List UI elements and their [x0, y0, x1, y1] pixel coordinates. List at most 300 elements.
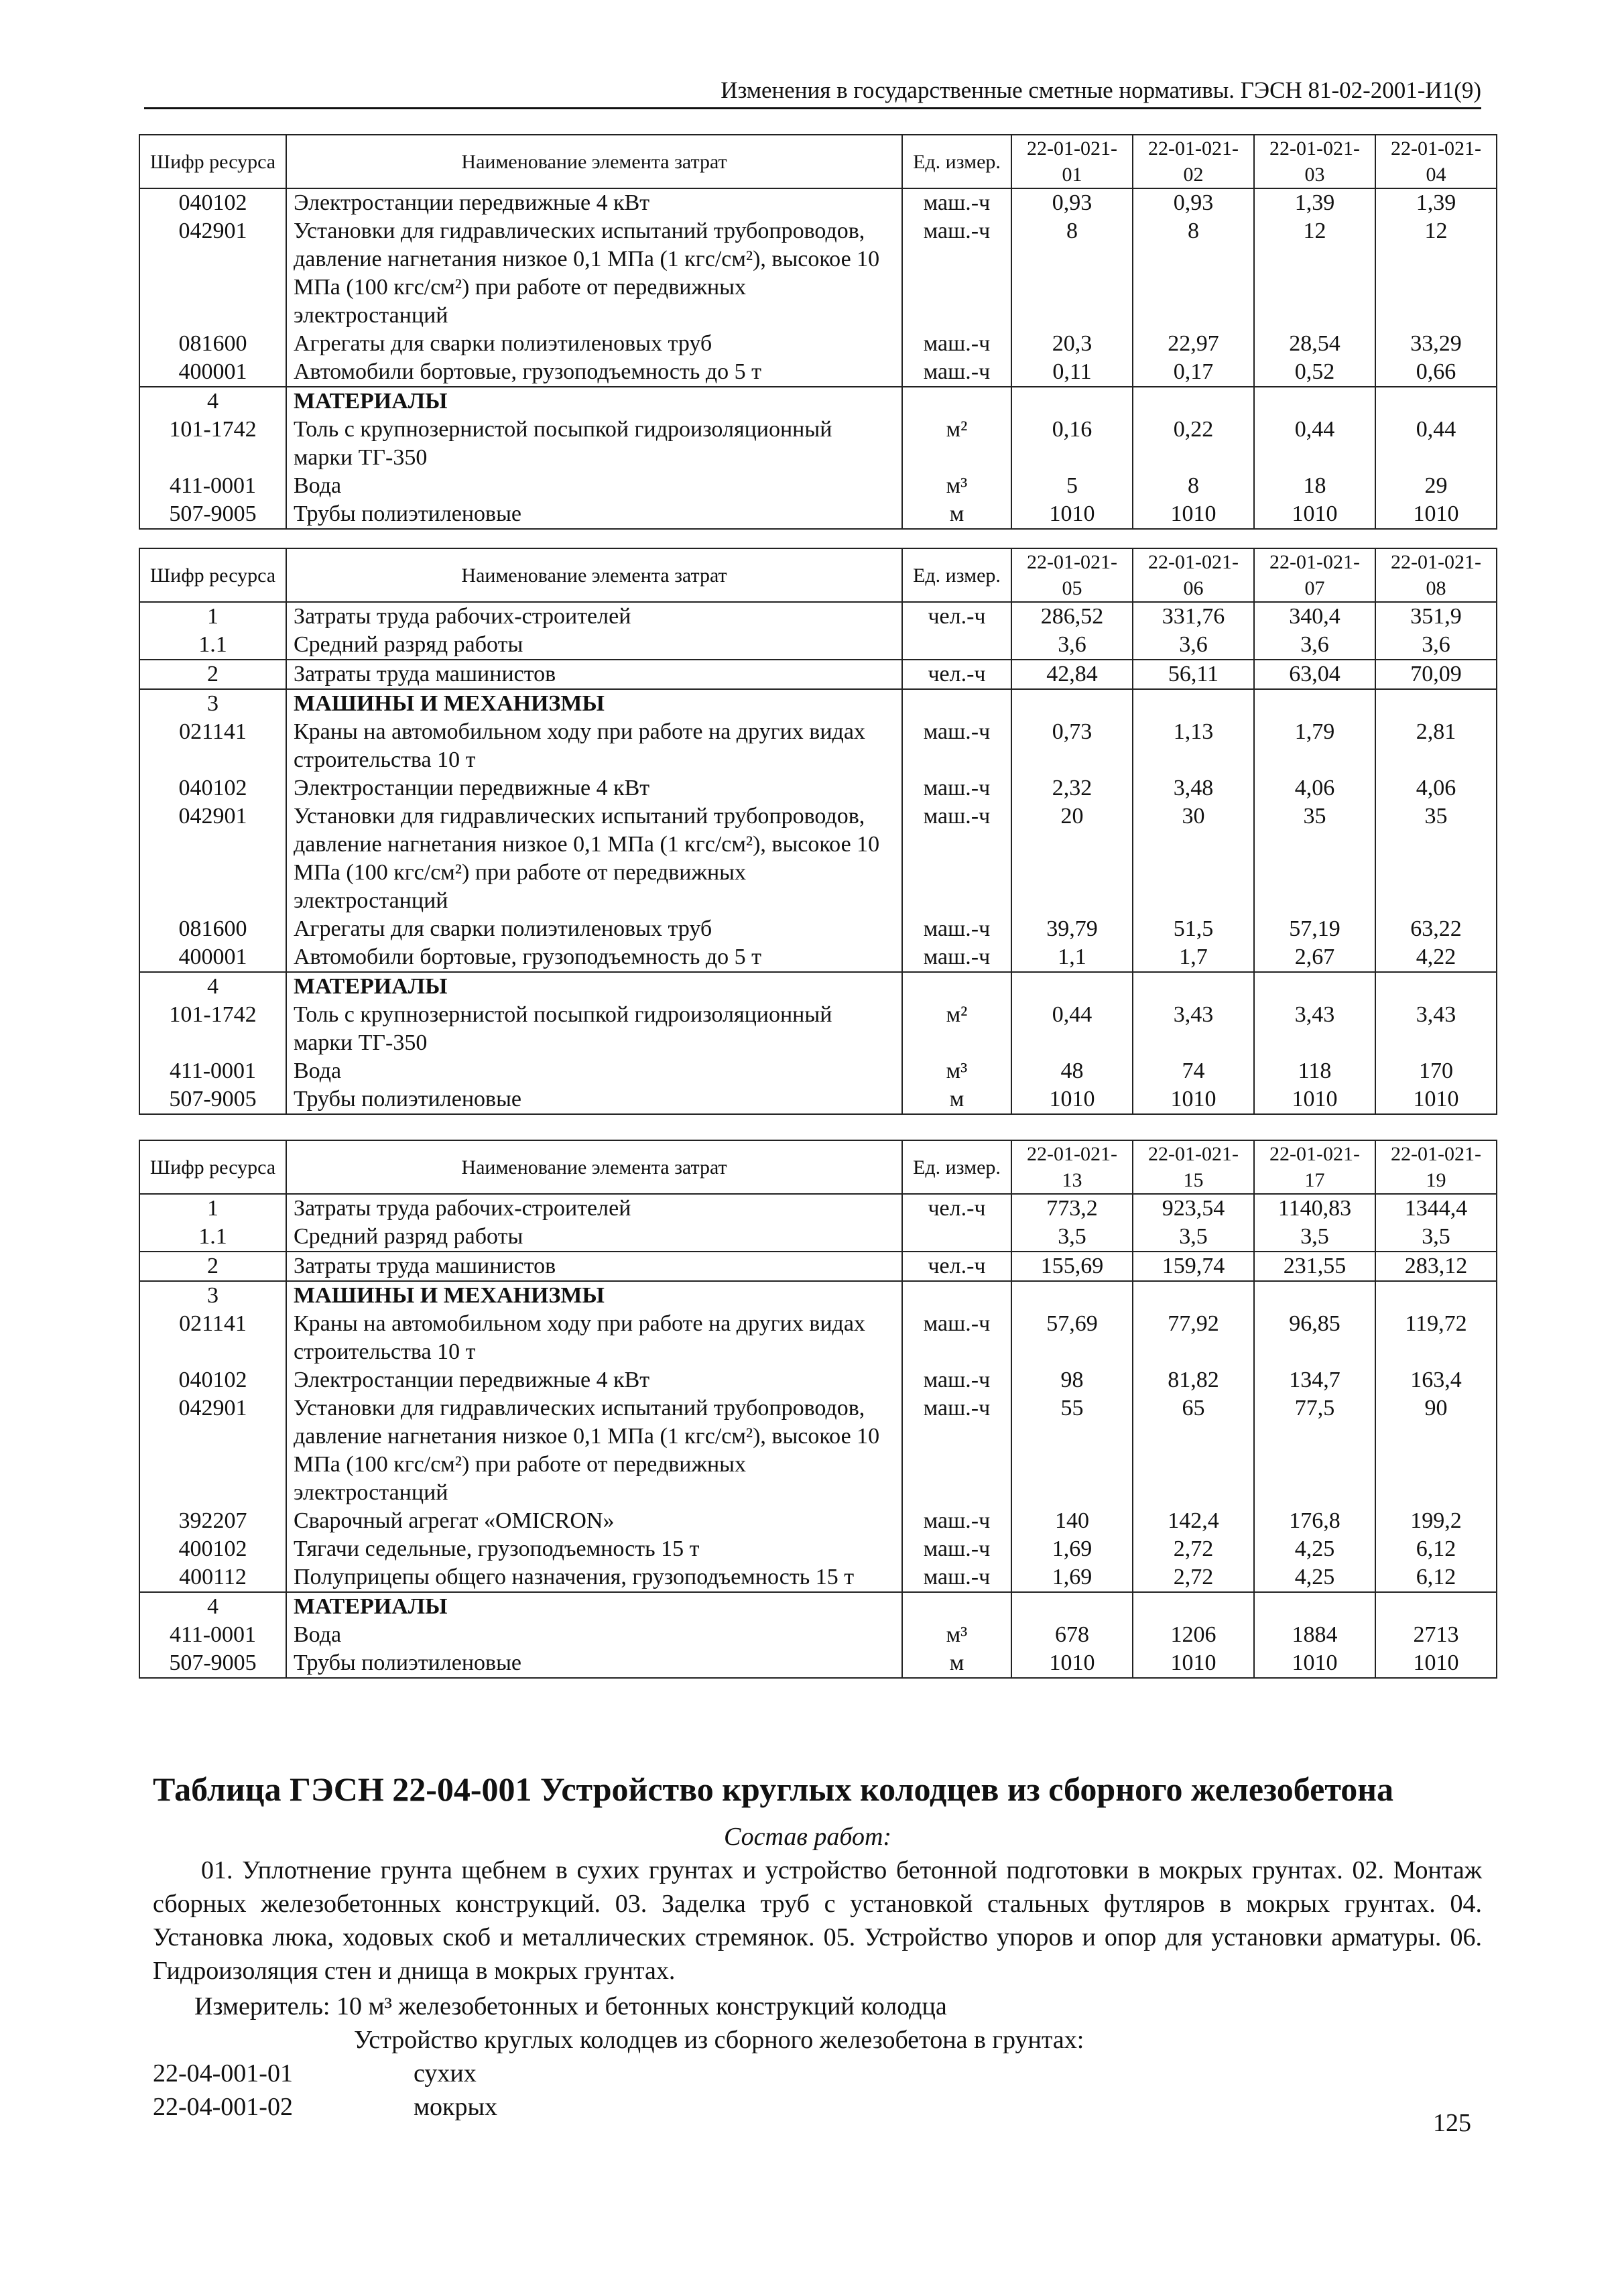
norm-value: 96,85	[1254, 1310, 1375, 1366]
norm-value: 3,6	[1133, 631, 1254, 660]
norm-value	[1011, 689, 1133, 718]
resource-name: Агрегаты для сварки полиэтиленовых труб	[286, 915, 902, 943]
norm-value: 340,4	[1254, 602, 1375, 631]
estimate-table-3	[139, 1140, 1497, 1679]
norm-value	[1011, 1281, 1133, 1310]
col-head-code: Шифр ресурса	[139, 1140, 286, 1194]
resource-name: Краны на автомобильном ходу при работе на других видах строительства 10 т	[286, 1310, 902, 1366]
norm-value: 90	[1375, 1394, 1497, 1507]
norm-value	[1011, 387, 1133, 416]
resource-unit	[902, 1223, 1011, 1252]
norm-value: 57,69	[1011, 1310, 1133, 1366]
resource-unit: м³	[902, 472, 1011, 500]
resource-name: МАТЕРИАЛЫ	[286, 972, 902, 1001]
norm-value: 2,72	[1133, 1535, 1254, 1563]
norm-value: 118	[1254, 1057, 1375, 1085]
norm-value: 1010	[1254, 1649, 1375, 1678]
header-row	[139, 1140, 1497, 1194]
norm-value: 1010	[1011, 500, 1133, 529]
norm-value	[1254, 972, 1375, 1001]
table-row	[139, 1223, 1497, 1252]
norm-value: 1,1	[1011, 943, 1133, 972]
norm-value: 1,39	[1254, 188, 1375, 217]
norm-value: 0,16	[1011, 416, 1133, 472]
col-head-norm-code: 22-01-021-04	[1375, 135, 1497, 188]
norm-value: 8	[1133, 217, 1254, 330]
norm-value: 1,13	[1133, 718, 1254, 774]
norm-value: 4,06	[1254, 774, 1375, 802]
resource-name: Электростанции передвижные 4 кВт	[286, 188, 902, 217]
resource-name: МАШИНЫ И МЕХАНИЗМЫ	[286, 1281, 902, 1310]
resource-name: Затраты труда рабочих-строителей	[286, 602, 902, 631]
resource-unit: маш.-ч	[902, 1563, 1011, 1592]
resource-unit: маш.-ч	[902, 217, 1011, 330]
resource-code: 411-0001	[139, 1057, 286, 1085]
resource-code: 1.1	[139, 631, 286, 660]
table-row	[139, 1563, 1497, 1592]
norm-value	[1375, 972, 1497, 1001]
norm-value: 1,39	[1375, 188, 1497, 217]
norm-value: 0,44	[1254, 416, 1375, 472]
norm-value: 142,4	[1133, 1507, 1254, 1535]
resource-unit: маш.-ч	[902, 1535, 1011, 1563]
norm-value: 176,8	[1254, 1507, 1375, 1535]
table-row	[139, 1252, 1497, 1281]
resource-code: 411-0001	[139, 1621, 286, 1649]
norm-value: 20	[1011, 802, 1133, 915]
table-row	[139, 1281, 1497, 1310]
col-head-norm-code: 22-01-021-08	[1375, 548, 1497, 602]
norm-value: 134,7	[1254, 1366, 1375, 1394]
norm-value: 1884	[1254, 1621, 1375, 1649]
norm-value: 30	[1133, 802, 1254, 915]
norm-value: 70,09	[1375, 660, 1497, 689]
norm-value: 3,6	[1011, 631, 1133, 660]
resource-name: Установки для гидравлических испытаний трубопроводов, давление нагнетания низкое 0,1 МПа (1 кгс/см²), высокое 10 МПа (100 кгс/см²) при работе от передвижных электростанций	[286, 217, 902, 330]
resource-name: Установки для гидравлических испытаний трубопроводов, давление нагнетания низкое 0,1 МПа (1 кгс/см²), высокое 10 МПа (100 кгс/см²) при работе от передвижных электростанций	[286, 1394, 902, 1507]
col-head-norm-code: 22-01-021-05	[1011, 548, 1133, 602]
resource-code: 2	[139, 660, 286, 689]
norm-value: 57,19	[1254, 915, 1375, 943]
table-row	[139, 358, 1497, 387]
norm-value: 63,22	[1375, 915, 1497, 943]
table-row	[139, 1649, 1497, 1678]
table-row	[139, 1507, 1497, 1535]
norm-value: 1010	[1011, 1085, 1133, 1114]
resource-code: 040102	[139, 188, 286, 217]
composition-text: 01. Уплотнение грунта щебнем в сухих грунтах и устройство бетонной подготовки в мокрых грунтах. 02. Монтаж сборных железобетонных конструкций. 03. Заделка труб с установкой стальных футляров в мокрых грунтах. 04. Установка люка, ходовых скоб и металлических стремянок. 05. Устройство упоров и опор для установки арматуры. 06. Гидроизоляция стен и днища в мокрых грунтах.	[153, 1856, 1482, 1985]
norm-value: 3,6	[1375, 631, 1497, 660]
resource-code: 3	[139, 689, 286, 718]
norm-value: 1010	[1375, 500, 1497, 529]
norm-value: 1344,4	[1375, 1194, 1497, 1223]
table-row	[139, 631, 1497, 660]
item-code: 22-04-001-02	[153, 2093, 293, 2121]
resource-unit: маш.-ч	[902, 330, 1011, 358]
norm-value: 18	[1254, 472, 1375, 500]
header-row	[139, 135, 1497, 188]
norm-value: 1206	[1133, 1621, 1254, 1649]
norm-value: 0,52	[1254, 358, 1375, 387]
table-row	[139, 972, 1497, 1001]
resource-name: МАТЕРИАЛЫ	[286, 1592, 902, 1621]
resource-name: Затраты труда машинистов	[286, 660, 902, 689]
col-head-norm-code: 22-01-021-02	[1133, 135, 1254, 188]
col-head-name: Наименование элемента затрат	[286, 548, 902, 602]
norm-value: 4,25	[1254, 1535, 1375, 1563]
norm-value: 42,84	[1011, 660, 1133, 689]
table-row	[139, 1366, 1497, 1394]
resource-name: Средний разряд работы	[286, 1223, 902, 1252]
norm-value: 12	[1375, 217, 1497, 330]
norm-value	[1011, 1592, 1133, 1621]
norm-value: 159,74	[1133, 1252, 1254, 1281]
norm-value: 119,72	[1375, 1310, 1497, 1366]
table-row	[139, 387, 1497, 416]
resource-name: Вода	[286, 1057, 902, 1085]
col-head-unit: Ед. измер.	[902, 135, 1011, 188]
norm-value	[1133, 689, 1254, 718]
norm-value: 231,55	[1254, 1252, 1375, 1281]
col-head-name: Наименование элемента затрат	[286, 1140, 902, 1194]
resource-name: Трубы полиэтиленовые	[286, 1085, 902, 1114]
resource-unit: маш.-ч	[902, 1366, 1011, 1394]
resource-code: 042901	[139, 1394, 286, 1507]
table-row	[139, 1310, 1497, 1366]
norm-value: 28,54	[1254, 330, 1375, 358]
norm-value: 98	[1011, 1366, 1133, 1394]
norm-value: 155,69	[1011, 1252, 1133, 1281]
norm-value: 331,76	[1133, 602, 1254, 631]
table-row	[139, 472, 1497, 500]
resource-code: 400001	[139, 943, 286, 972]
norm-value	[1375, 1592, 1497, 1621]
header-row	[139, 548, 1497, 602]
resource-name: Сварочный агрегат «OMICRON»	[286, 1507, 902, 1535]
norm-value	[1375, 1281, 1497, 1310]
resource-code: 101-1742	[139, 1001, 286, 1057]
norm-value: 20,3	[1011, 330, 1133, 358]
resource-unit: м²	[902, 416, 1011, 472]
table-row	[139, 1535, 1497, 1563]
resource-name: Автомобили бортовые, грузоподъемность до 5 т	[286, 943, 902, 972]
norm-value: 8	[1011, 217, 1133, 330]
resource-code: 2	[139, 1252, 286, 1281]
resource-code: 021141	[139, 718, 286, 774]
norm-value: 51,5	[1133, 915, 1254, 943]
norm-value: 56,11	[1133, 660, 1254, 689]
resource-unit	[902, 387, 1011, 416]
col-head-code: Шифр ресурса	[139, 548, 286, 602]
norm-value: 6,12	[1375, 1535, 1497, 1563]
norm-value: 29	[1375, 472, 1497, 500]
table-row	[139, 1085, 1497, 1114]
resource-name: Тягачи седельные, грузоподъемность 15 т	[286, 1535, 902, 1563]
norm-value: 3,48	[1133, 774, 1254, 802]
norm-value: 8	[1133, 472, 1254, 500]
section-title: Таблица ГЭСН 22-04-001 Устройство круглых колодцев из сборного железобетона	[153, 1770, 1394, 1808]
col-head-norm-code: 22-01-021-06	[1133, 548, 1254, 602]
norm-value: 0,17	[1133, 358, 1254, 387]
resource-unit: чел.-ч	[902, 1252, 1011, 1281]
norm-value	[1254, 1592, 1375, 1621]
table-row	[139, 1057, 1497, 1085]
norm-value: 170	[1375, 1057, 1497, 1085]
norm-value: 4,06	[1375, 774, 1497, 802]
resource-code: 040102	[139, 774, 286, 802]
norm-value	[1133, 972, 1254, 1001]
col-head-name: Наименование элемента затрат	[286, 135, 902, 188]
resource-name: МАШИНЫ И МЕХАНИЗМЫ	[286, 689, 902, 718]
norm-value: 3,5	[1133, 1223, 1254, 1252]
resource-code: 1	[139, 1194, 286, 1223]
norm-value: 1010	[1375, 1085, 1497, 1114]
norm-value: 1,7	[1133, 943, 1254, 972]
resource-code: 400112	[139, 1563, 286, 1592]
norm-value	[1254, 387, 1375, 416]
norm-value	[1375, 387, 1497, 416]
resource-code: 081600	[139, 915, 286, 943]
norm-value: 3,5	[1254, 1223, 1375, 1252]
norm-value: 3,5	[1375, 1223, 1497, 1252]
norm-value: 3,43	[1133, 1001, 1254, 1057]
resource-name: Полуприцепы общего назначения, грузоподъемность 15 т	[286, 1563, 902, 1592]
norm-value: 4,25	[1254, 1563, 1375, 1592]
resource-unit: маш.-ч	[902, 1394, 1011, 1507]
norm-value: 140	[1011, 1507, 1133, 1535]
table-row	[139, 500, 1497, 529]
col-head-norm-code: 22-01-021-19	[1375, 1140, 1497, 1194]
resource-unit	[902, 972, 1011, 1001]
col-head-norm-code: 22-01-021-17	[1254, 1140, 1375, 1194]
resource-name: Автомобили бортовые, грузоподъемность до 5 т	[286, 358, 902, 387]
col-head-unit: Ед. измер.	[902, 1140, 1011, 1194]
norm-value: 0,44	[1011, 1001, 1133, 1057]
col-head-code: Шифр ресурса	[139, 135, 286, 188]
page-number: 125	[1433, 2109, 1471, 2137]
norm-value	[1254, 689, 1375, 718]
resource-code: 400102	[139, 1535, 286, 1563]
resource-name: Агрегаты для сварки полиэтиленовых труб	[286, 330, 902, 358]
norm-value: 1010	[1011, 1649, 1133, 1678]
norm-value: 678	[1011, 1621, 1133, 1649]
norm-value	[1011, 972, 1133, 1001]
norm-value: 1010	[1254, 1085, 1375, 1114]
resource-code: 4	[139, 387, 286, 416]
table-row	[139, 774, 1497, 802]
resource-unit: маш.-ч	[902, 802, 1011, 915]
table-row	[139, 602, 1497, 631]
resource-name: Вода	[286, 1621, 902, 1649]
col-head-norm-code: 22-01-021-13	[1011, 1140, 1133, 1194]
col-head-norm-code: 22-01-021-07	[1254, 548, 1375, 602]
table-row	[139, 1394, 1497, 1507]
table-row	[139, 802, 1497, 915]
table-row	[139, 660, 1497, 689]
resource-name: Установки для гидравлических испытаний трубопроводов, давление нагнетания низкое 0,1 МПа (1 кгс/см²), высокое 10 МПа (100 кгс/см²) при работе от передвижных электростанций	[286, 802, 902, 915]
norm-value: 163,4	[1375, 1366, 1497, 1394]
norm-value: 5	[1011, 472, 1133, 500]
resource-code: 081600	[139, 330, 286, 358]
table-row	[139, 1621, 1497, 1649]
norm-value: 1010	[1133, 1085, 1254, 1114]
resource-unit	[902, 1281, 1011, 1310]
table-row	[139, 943, 1497, 972]
resource-unit: маш.-ч	[902, 718, 1011, 774]
item-code: 22-04-001-01	[153, 2059, 293, 2088]
norm-value: 63,04	[1254, 660, 1375, 689]
norm-value: 35	[1254, 802, 1375, 915]
resource-name: Средний разряд работы	[286, 631, 902, 660]
norm-value: 1010	[1133, 500, 1254, 529]
norm-value: 74	[1133, 1057, 1254, 1085]
norm-value: 2,67	[1254, 943, 1375, 972]
norm-value	[1133, 1592, 1254, 1621]
resource-unit: маш.-ч	[902, 943, 1011, 972]
norm-value: 65	[1133, 1394, 1254, 1507]
resource-unit: м³	[902, 1057, 1011, 1085]
estimate-table-2	[139, 548, 1497, 1115]
resource-unit: м	[902, 500, 1011, 529]
table-row	[139, 718, 1497, 774]
table-row	[139, 188, 1497, 217]
norm-value: 6,12	[1375, 1563, 1497, 1592]
table-row	[139, 330, 1497, 358]
norm-value: 3,43	[1254, 1001, 1375, 1057]
norm-value: 2713	[1375, 1621, 1497, 1649]
resource-name: Затраты труда рабочих-строителей	[286, 1194, 902, 1223]
resource-unit: маш.-ч	[902, 1507, 1011, 1535]
item-label: сухих	[414, 2059, 477, 2088]
resource-code: 411-0001	[139, 472, 286, 500]
resource-unit	[902, 1592, 1011, 1621]
page-header: Изменения в государственные сметные нормативы. ГЭСН 81-02-2001-И1(9)	[144, 75, 1481, 109]
resource-name: Затраты труда машинистов	[286, 1252, 902, 1281]
table-row	[139, 915, 1497, 943]
norm-value: 1140,83	[1254, 1194, 1375, 1223]
resource-code: 4	[139, 1592, 286, 1621]
norm-value: 2,72	[1133, 1563, 1254, 1592]
resource-name: Электростанции передвижные 4 кВт	[286, 774, 902, 802]
resource-unit: маш.-ч	[902, 915, 1011, 943]
norm-value: 3,43	[1375, 1001, 1497, 1057]
norm-value: 3,5	[1011, 1223, 1133, 1252]
resource-unit	[902, 689, 1011, 718]
resource-code: 392207	[139, 1507, 286, 1535]
table-row	[139, 1001, 1497, 1057]
resource-code: 507-9005	[139, 1085, 286, 1114]
norm-value: 48	[1011, 1057, 1133, 1085]
norm-value: 33,29	[1375, 330, 1497, 358]
resource-name: Вода	[286, 472, 902, 500]
col-head-unit: Ед. измер.	[902, 548, 1011, 602]
resource-code: 4	[139, 972, 286, 1001]
resource-name: МАТЕРИАЛЫ	[286, 387, 902, 416]
norm-value: 0,22	[1133, 416, 1254, 472]
norm-value: 199,2	[1375, 1507, 1497, 1535]
norm-value: 2,81	[1375, 718, 1497, 774]
resource-unit	[902, 631, 1011, 660]
resource-name: Электростанции передвижные 4 кВт	[286, 1366, 902, 1394]
col-head-norm-code: 22-01-021-03	[1254, 135, 1375, 188]
norm-value: 0,73	[1011, 718, 1133, 774]
resource-code: 042901	[139, 802, 286, 915]
resource-code: 507-9005	[139, 500, 286, 529]
resource-name: Толь с крупнозернистой посыпкой гидроизоляционный марки ТГ-350	[286, 416, 902, 472]
norm-value: 3,6	[1254, 631, 1375, 660]
col-head-norm-code: 22-01-021-01	[1011, 135, 1133, 188]
table-row	[139, 1194, 1497, 1223]
resource-code: 1.1	[139, 1223, 286, 1252]
norm-value: 286,52	[1011, 602, 1133, 631]
norm-value: 4,22	[1375, 943, 1497, 972]
resource-unit: чел.-ч	[902, 602, 1011, 631]
norm-value: 1,79	[1254, 718, 1375, 774]
norm-value: 39,79	[1011, 915, 1133, 943]
resource-unit: маш.-ч	[902, 188, 1011, 217]
resource-code: 040102	[139, 1366, 286, 1394]
composition-heading: Состав работ:	[724, 1823, 892, 1851]
resource-unit: маш.-ч	[902, 1310, 1011, 1366]
table-row	[139, 689, 1497, 718]
norm-value: 2,32	[1011, 774, 1133, 802]
estimate-table-1	[139, 134, 1497, 530]
resource-code: 021141	[139, 1310, 286, 1366]
norm-value: 351,9	[1375, 602, 1497, 631]
table-row	[139, 416, 1497, 472]
resource-unit: м	[902, 1649, 1011, 1678]
resource-code: 101-1742	[139, 416, 286, 472]
norm-value	[1133, 1281, 1254, 1310]
resource-name: Толь с крупнозернистой посыпкой гидроизоляционный марки ТГ-350	[286, 1001, 902, 1057]
norm-value: 55	[1011, 1394, 1133, 1507]
resource-unit: м²	[902, 1001, 1011, 1057]
norm-value: 283,12	[1375, 1252, 1497, 1281]
col-head-norm-code: 22-01-021-15	[1133, 1140, 1254, 1194]
resource-name: Трубы полиэтиленовые	[286, 500, 902, 529]
norm-value: 35	[1375, 802, 1497, 915]
norm-value: 0,66	[1375, 358, 1497, 387]
norm-value: 1010	[1254, 500, 1375, 529]
resource-unit: маш.-ч	[902, 358, 1011, 387]
resource-unit: чел.-ч	[902, 1194, 1011, 1223]
norm-value: 1010	[1133, 1649, 1254, 1678]
meter-line: Измеритель: 10 м³ железобетонных и бетонных конструкций колодца	[194, 1992, 947, 2020]
norm-value: 1,69	[1011, 1563, 1133, 1592]
table-row	[139, 1592, 1497, 1621]
norm-value: 0,93	[1133, 188, 1254, 217]
table-row	[139, 217, 1497, 330]
subtitle-line: Устройство круглых колодцев из сборного железобетона в грунтах:	[354, 2026, 1084, 2054]
resource-name: Трубы полиэтиленовые	[286, 1649, 902, 1678]
resource-code: 507-9005	[139, 1649, 286, 1678]
norm-value: 77,5	[1254, 1394, 1375, 1507]
norm-value: 22,97	[1133, 330, 1254, 358]
resource-code: 1	[139, 602, 286, 631]
resource-unit: маш.-ч	[902, 774, 1011, 802]
resource-unit: м	[902, 1085, 1011, 1114]
norm-value	[1254, 1281, 1375, 1310]
resource-unit: м³	[902, 1621, 1011, 1649]
item-label: мокрых	[414, 2093, 498, 2121]
norm-value: 773,2	[1011, 1194, 1133, 1223]
norm-value	[1133, 387, 1254, 416]
norm-value: 0,93	[1011, 188, 1133, 217]
resource-name: Краны на автомобильном ходу при работе на других видах строительства 10 т	[286, 718, 902, 774]
norm-value: 923,54	[1133, 1194, 1254, 1223]
norm-value	[1375, 689, 1497, 718]
norm-value: 0,44	[1375, 416, 1497, 472]
